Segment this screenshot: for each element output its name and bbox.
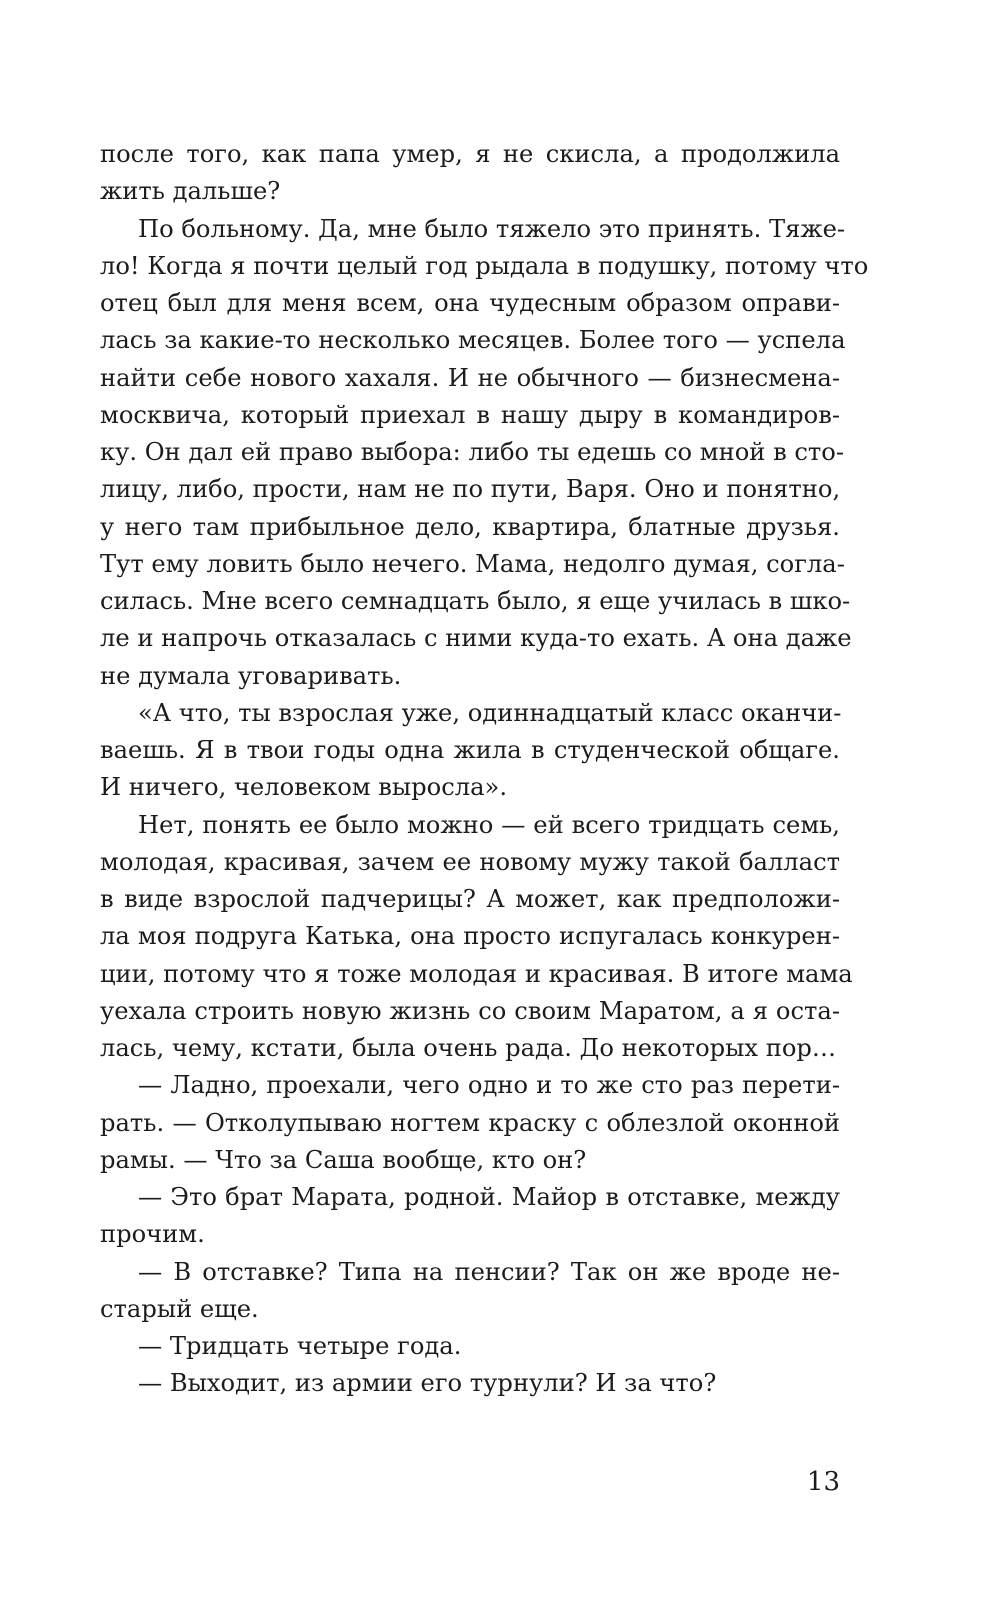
text-line: не думала уговаривать. (100, 661, 402, 690)
paragraph (100, 695, 840, 807)
text-line: ку. Он дал ей право выбора: либо ты едешь со мной в сто- (100, 438, 845, 466)
text-line: москвича, который приехал в нашу дыру в командиров- (100, 400, 840, 429)
text-line: Тут ему ловить было нечего. Мама, недолго думая, согла- (100, 549, 845, 578)
text-line: уехала строить новую жизнь со своим Маратом, а я оста- (100, 996, 840, 1025)
text-line: у него там прибыльное дело, квартира, блатные друзья. (100, 512, 840, 541)
paragraph (100, 1254, 840, 1329)
text-line: силась. Мне всего семнадцать было, я еще училась в шко- (100, 587, 851, 615)
text-line: найти себе нового хахаля. И не обычного — бизнесмена- (100, 363, 840, 392)
text-line: ло! Когда я почти целый год рыдала в подушку, потому что (100, 251, 869, 280)
page-number: 13 (806, 1467, 840, 1497)
text-line: отец был для меня всем, она чудесным образом оправи- (100, 289, 840, 317)
text-line: «А что, ты взрослая уже, одиннадцатый класс оканчи- (138, 698, 842, 727)
text-line: жить дальше? (100, 177, 281, 206)
text-line: Нет, понять ее было можно — ей всего тридцать семь, (138, 810, 840, 839)
text-line: в виде взрослой падчерицы? А может, как предположи- (100, 885, 840, 913)
text-line: ваешь. Я в твои годы одна жила в студенческой общаге. (100, 736, 840, 764)
text-line: И ничего, человеком выросла». (100, 773, 508, 802)
text-line: после того, как папа умер, я не скисла, а продолжила (100, 140, 840, 168)
text-line: лась за какие-то несколько месяцев. Более того — успела (100, 326, 846, 355)
text-line: ции, потому что я тоже молодая и красивая. В итоге мама (100, 959, 853, 988)
paragraph (100, 1328, 840, 1365)
text-line: По больному. Да, мне было тяжело это принять. Тяже- (138, 214, 846, 243)
text-line: — Тридцать четыре года. (138, 1332, 462, 1360)
text-line: лицу, либо, прости, нам не по пути, Варя. Оно и понятно, (100, 475, 841, 504)
text-line: рамы. — Что за Саша вообще, кто он? (100, 1145, 587, 1174)
text-line: прочим. (100, 1220, 205, 1249)
paragraph (100, 1179, 840, 1254)
text-line: старый еще. (100, 1294, 259, 1323)
text-line: лась, чему, кстати, была очень рада. До некоторых пор… (100, 1034, 837, 1062)
text-line: — Выходит, из армии его турнули? И за что? (138, 1369, 717, 1398)
text-line: — Это брат Марата, родной. Майор в отставке, между (138, 1183, 840, 1211)
body-text (100, 136, 869, 1403)
text-line: рать. — Отколупываю ногтем краску с облезлой оконной (100, 1108, 840, 1137)
paragraph (100, 136, 840, 211)
paragraph (100, 807, 853, 1068)
text-line: молодая, красивая, зачем ее новому мужу такой балласт (100, 847, 840, 876)
paragraph (100, 211, 869, 695)
text-line: ле и напрочь отказалась с ними куда-то ехать. А она даже (100, 624, 852, 653)
text-line: ла моя подруга Катька, она просто испугалась конкурен- (100, 922, 840, 951)
text-line: — Ладно, проехали, чего одно и то же сто раз перети- (138, 1071, 840, 1100)
text-line: — В отставке? Типа на пенсии? Так он же вроде не- (138, 1257, 840, 1286)
paragraph (100, 1365, 840, 1402)
paragraph (100, 1067, 840, 1179)
